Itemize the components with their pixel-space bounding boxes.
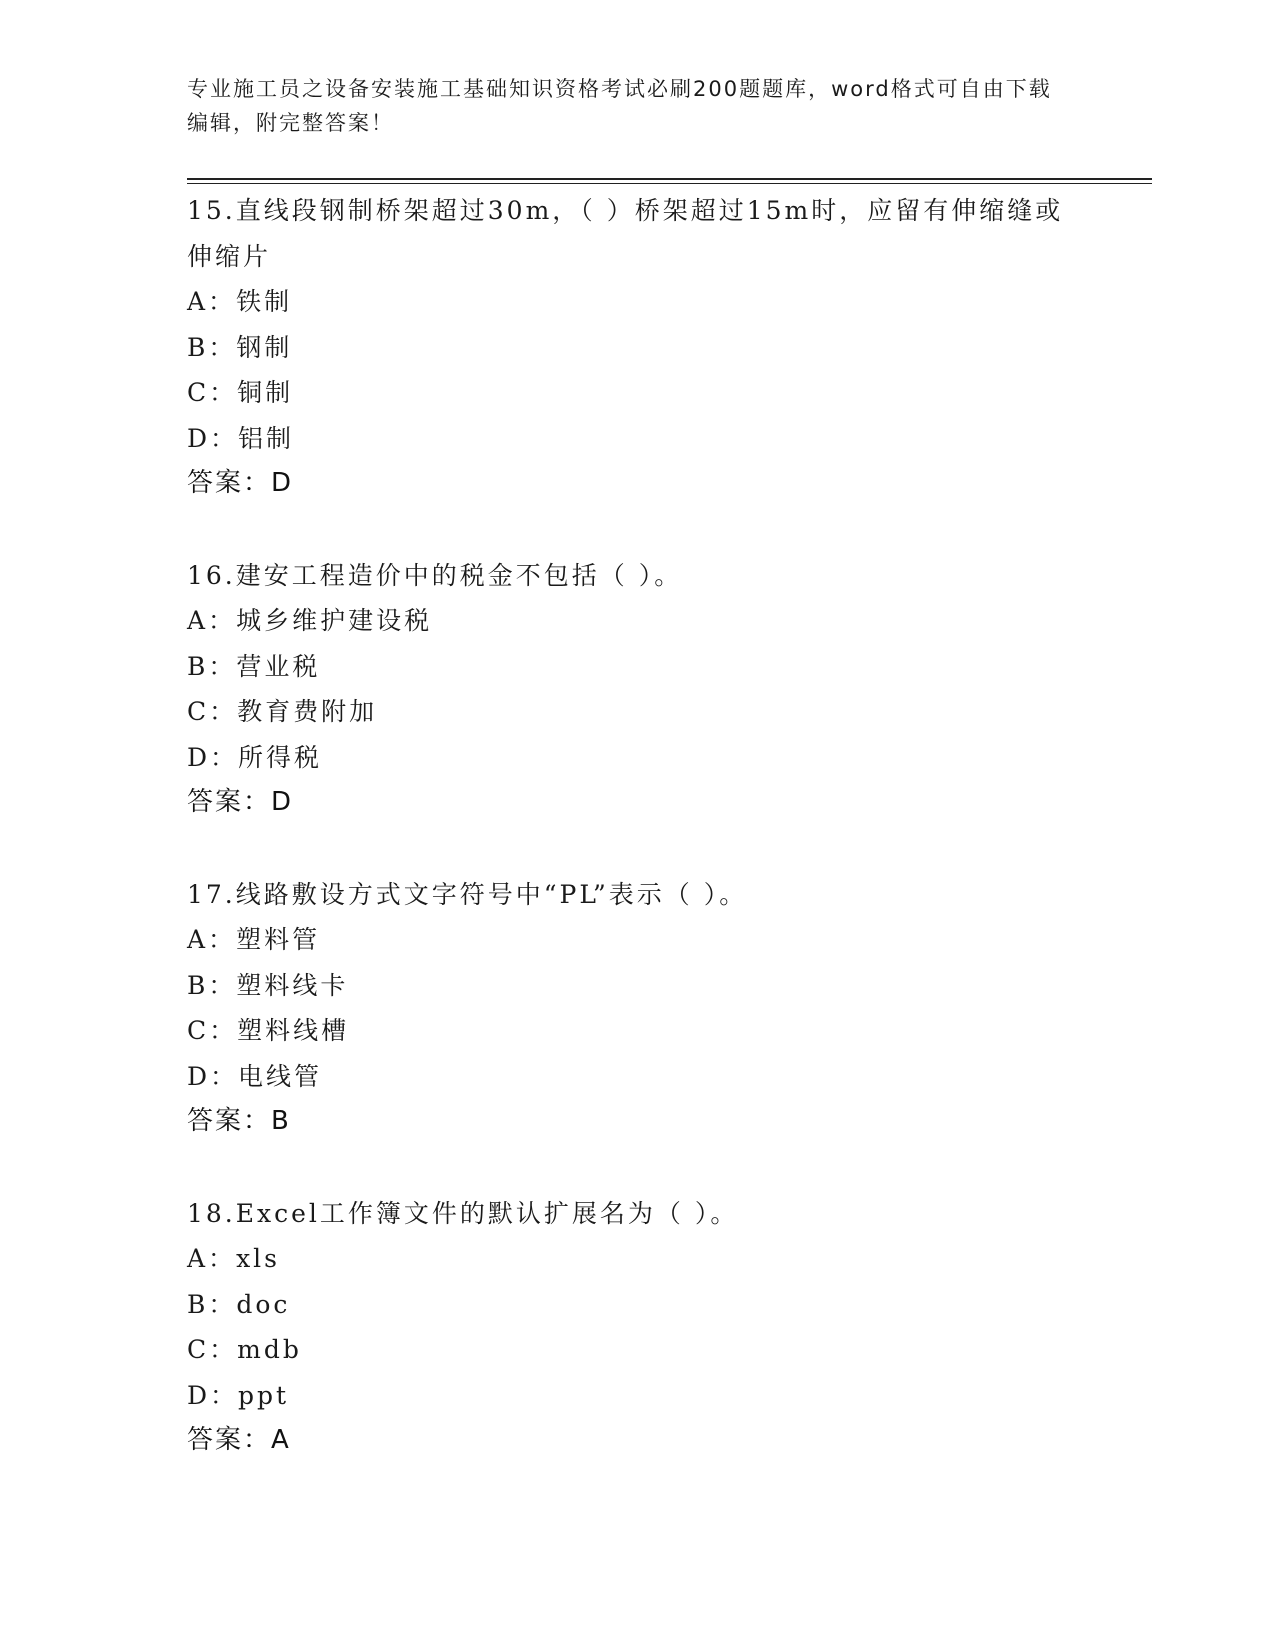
option-key: D： xyxy=(187,1380,239,1410)
option-text: 铝制 xyxy=(238,423,295,453)
option-text: 塑料管 xyxy=(236,925,321,954)
option-key: D： xyxy=(187,423,239,453)
option-item xyxy=(187,1054,1087,1100)
option-item xyxy=(187,416,1087,462)
option-item xyxy=(187,689,1087,735)
answer-value: D xyxy=(271,787,294,817)
option-item xyxy=(187,1327,1087,1373)
option-text: 城乡维护建设税 xyxy=(236,606,433,635)
question-text: 17.线路敷设方式文字符号中“PL”表示（ ）。 xyxy=(187,879,748,909)
option-item xyxy=(187,1282,1087,1328)
option-key: C： xyxy=(187,697,238,726)
option-key: B： xyxy=(187,651,237,681)
option-text: 营业税 xyxy=(236,651,321,681)
question-list xyxy=(187,188,1087,1510)
option-text: 所得税 xyxy=(238,742,323,772)
answer-label: 答案： xyxy=(187,1425,272,1455)
answer-value: D xyxy=(271,468,294,498)
option-text: 塑料线槽 xyxy=(237,1016,350,1045)
option-item xyxy=(187,1008,1087,1054)
option-text: ppt xyxy=(238,1380,290,1410)
option-text: mdb xyxy=(237,1335,302,1364)
answer-value: A xyxy=(271,1425,291,1455)
header-divider xyxy=(187,178,1152,184)
option-item xyxy=(187,644,1087,690)
answer-line xyxy=(187,780,1087,826)
option-key: B： xyxy=(187,1289,237,1319)
question-item xyxy=(187,1191,1087,1464)
option-item xyxy=(187,963,1087,1009)
question-item xyxy=(187,188,1087,507)
answer-label: 答案： xyxy=(187,1106,272,1136)
option-item xyxy=(187,370,1087,416)
option-key: A： xyxy=(187,1244,237,1273)
option-key: B： xyxy=(187,970,237,1000)
option-text: doc xyxy=(236,1289,291,1319)
option-key: C： xyxy=(187,1335,238,1364)
option-key: A： xyxy=(187,287,237,316)
answer-line xyxy=(187,1099,1087,1145)
answer-line xyxy=(187,461,1087,507)
option-key: B： xyxy=(187,332,237,362)
question-text: 18.Excel工作簿文件的默认扩展名为（ ）。 xyxy=(187,1198,739,1228)
answer-label: 答案： xyxy=(187,787,272,817)
document-header-title: 专业施工员之设备安装施工基础知识资格考试必刷200题题库，word格式可自由下载编辑，附完整答案！ xyxy=(187,77,1052,135)
option-item xyxy=(187,1373,1087,1419)
option-text: 钢制 xyxy=(236,332,293,362)
option-item xyxy=(187,279,1087,325)
option-key: C： xyxy=(187,378,238,407)
option-item xyxy=(187,1236,1087,1282)
option-item xyxy=(187,325,1087,371)
option-key: D： xyxy=(187,1061,239,1091)
option-text: 电线管 xyxy=(238,1061,323,1091)
option-text: 塑料线卡 xyxy=(236,970,349,1000)
option-item xyxy=(187,735,1087,781)
option-key: A： xyxy=(187,925,237,954)
option-key: A： xyxy=(187,606,237,635)
option-item xyxy=(187,917,1087,963)
option-text: 铜制 xyxy=(237,378,294,407)
question-text: 15.直线段钢制桥架超过30m，（ ）桥架超过15m时，应留有伸缩缝或伸缩片 xyxy=(187,196,1064,271)
option-key: C： xyxy=(187,1016,238,1045)
option-key: D： xyxy=(187,742,239,772)
answer-line xyxy=(187,1418,1087,1464)
question-text: 16.建安工程造价中的税金不包括（ ）。 xyxy=(187,560,683,590)
answer-label: 答案： xyxy=(187,468,272,498)
option-item xyxy=(187,598,1087,644)
question-item xyxy=(187,553,1087,826)
question-item xyxy=(187,872,1087,1145)
answer-value: B xyxy=(271,1106,291,1136)
option-text: xls xyxy=(236,1244,280,1273)
option-text: 教育费附加 xyxy=(237,697,378,726)
option-text: 铁制 xyxy=(236,287,293,316)
